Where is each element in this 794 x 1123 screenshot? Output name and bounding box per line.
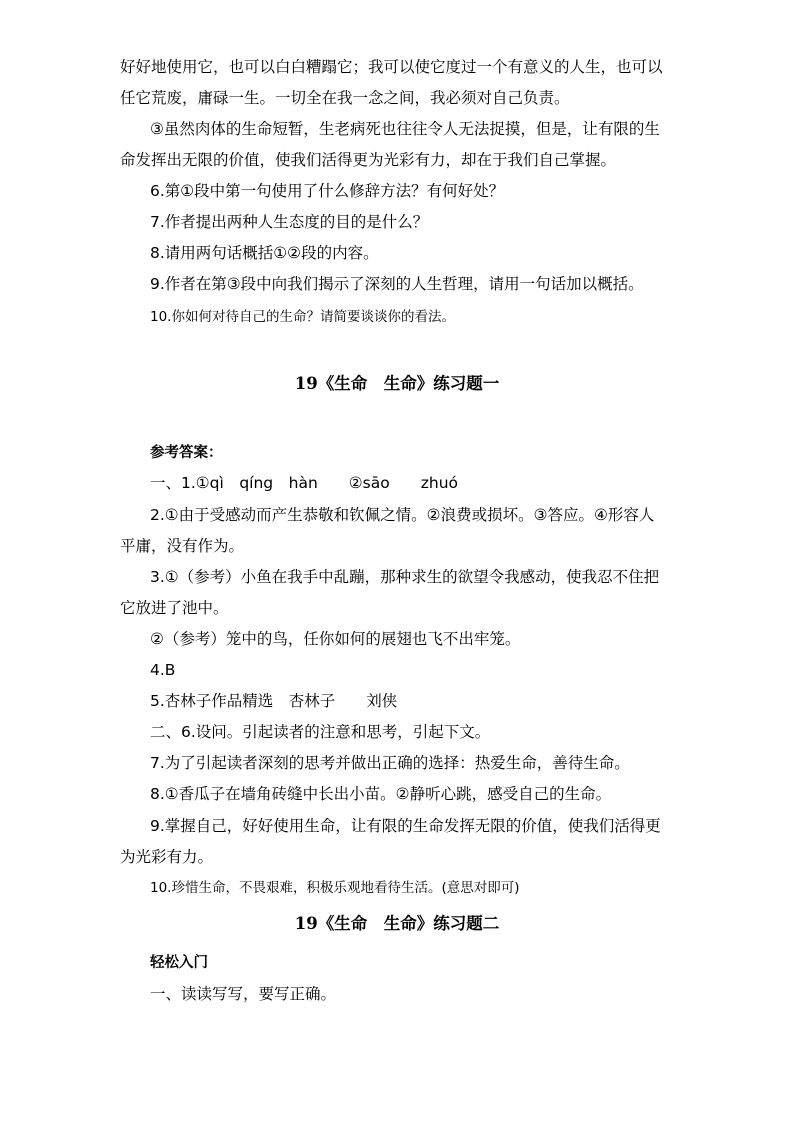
section-1-title: 19《生命 生命》练习题一 xyxy=(294,374,500,393)
answer-3-line-3: ②（参考）笼中的鸟，任你如何的展翅也飞不出牢笼。 xyxy=(150,630,521,648)
paragraph-3-line-1: ③虽然肉体的生命短暂，生老病死也往往令人无法捉摸，但是，让有限的生 xyxy=(150,120,660,138)
answers-heading: 参考答案： xyxy=(150,445,223,461)
section-2-title: 19《生命 生命》练习题二 xyxy=(294,914,500,933)
answer-1: 一、1.①qì qíng hàn ②sāo zhuó xyxy=(150,474,459,492)
answer-7: 7.为了引起读者深刻的思考并做出正确的选择：热爱生命，善待生命。 xyxy=(150,754,630,772)
answer-9-line-1: 9.掌握自己，好好使用生命，让有限的生命发挥无限的价值，使我们活得更 xyxy=(150,817,661,835)
paragraph-2-line-1: 好好地使用它，也可以白白糟蹋它；我可以使它度过一个有意义的人生，也可以 xyxy=(120,58,663,76)
section-2-question-1: 一、读读写写，要写正确。 xyxy=(150,985,337,1003)
answer-5: 5.杏林子作品精选 杏林子 刘侠 xyxy=(150,692,398,710)
question-9: 9.作者在第③段中向我们揭示了深刻的人生哲理，请用一句话加以概括。 xyxy=(150,275,644,293)
paragraph-3-line-2: 命发挥出无限的价值，使我们活得更为光彩有力，却在于我们自己掌握。 xyxy=(120,151,617,169)
question-7: 7.作者提出两种人生态度的目的是什么？ xyxy=(150,213,429,231)
answer-10: 10.珍惜生命，不畏艰难，积极乐观地看待生活。(意思对即可) xyxy=(150,880,520,896)
paragraph-2-line-2: 任它荒废，庸碌一生。一切全在我一念之间，我必须对自己负责。 xyxy=(120,89,570,107)
answer-2-line-1: 2.①由于受感动而产生恭敬和钦佩之情。②浪费或损坏。③答应。④形容人 xyxy=(150,506,655,524)
answer-6: 二、6.设问。引起读者的注意和思考，引起下文。 xyxy=(150,723,491,741)
answer-3-line-2: 它放进了池中。 xyxy=(120,599,229,617)
answer-4: 4.B xyxy=(150,661,176,679)
question-6: 6.第①段中第一句使用了什么修辞方法？有何好处？ xyxy=(150,182,505,200)
question-8: 8.请用两句话概括①②段的内容。 xyxy=(150,244,379,262)
answer-8: 8.①香瓜子在墙角砖缝中长出小苗。②静听心跳，感受自己的生命。 xyxy=(150,785,612,803)
answer-2-line-2: 平庸，没有作为。 xyxy=(120,537,245,555)
answer-9-line-2: 为光彩有力。 xyxy=(120,848,214,866)
question-10: 10.你如何对待自己的生命？请简要谈谈你的看法。 xyxy=(150,309,455,325)
answer-3-line-1: 3.①（参考）小鱼在我手中乱蹦，那种求生的欲望令我感动，使我忍不住把 xyxy=(150,568,660,586)
section-2-subheading: 轻松入门 xyxy=(150,955,208,971)
